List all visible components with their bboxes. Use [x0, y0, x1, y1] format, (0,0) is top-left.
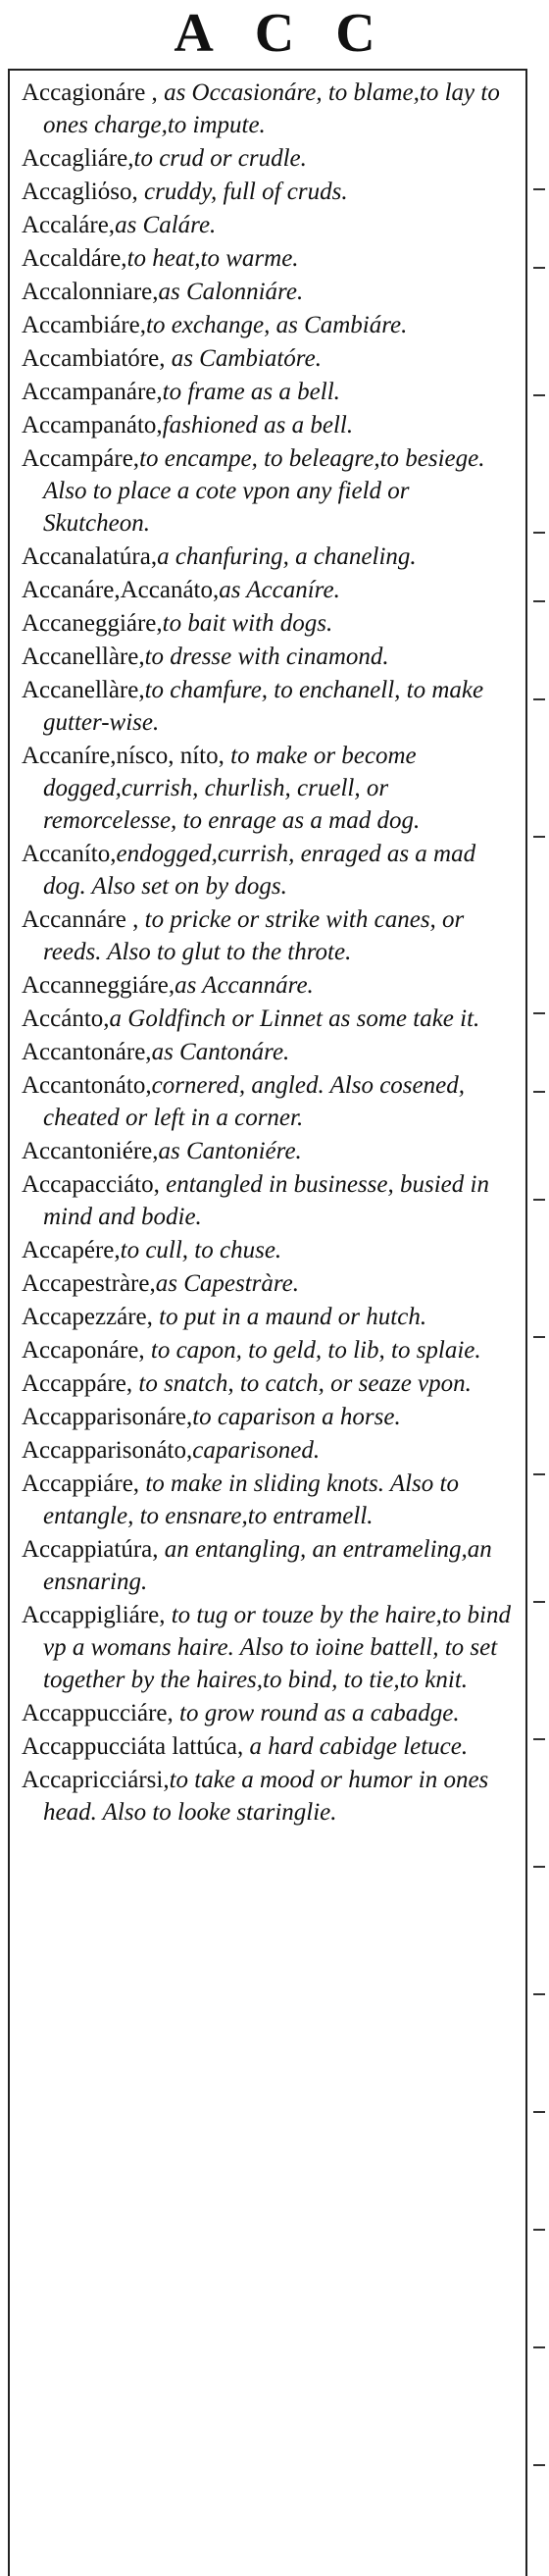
- entry-definition: fashioned as a bell.: [162, 412, 354, 438]
- dictionary-entry: [22, 209, 520, 241]
- adjacent-column-fragment: [529, 71, 549, 2576]
- column-fragment-mark: [533, 1012, 545, 1014]
- entry-headword: Accannáre ,: [22, 906, 139, 933]
- entry-headword: Accampanáto,: [22, 412, 163, 438]
- entry-definition: to caparison a horse.: [192, 1404, 401, 1430]
- left-column-rule: [8, 69, 10, 2576]
- dictionary-entry: [22, 1367, 520, 1400]
- entry-headword: Accappiatúra,: [22, 1536, 159, 1563]
- dictionary-entry: [22, 1434, 520, 1467]
- dictionary-entry: [22, 1168, 520, 1233]
- entry-headword: Accambiáre,: [22, 312, 147, 338]
- top-rule: [8, 69, 527, 71]
- entry-definition: to make in sliding knots. Also to entangle, to ensnare,to entramell.: [43, 1470, 459, 1529]
- entry-definition: to bait with dogs.: [162, 610, 333, 637]
- entry-headword: Accampáre,: [22, 445, 140, 472]
- entry-headword: Accanalatúra,: [22, 543, 158, 570]
- dictionary-entry: [22, 242, 520, 275]
- entry-definition: to encampe, to beleagre,to besiege. Also to place a cote vpon any field or Skutcheon.: [43, 445, 485, 537]
- dictionary-entry: [22, 574, 520, 606]
- dictionary-entry: [22, 641, 520, 673]
- column-fragment-mark: [533, 394, 545, 396]
- entry-definition: as Caláre.: [115, 212, 217, 238]
- entry-headword: Accapacciáto,: [22, 1171, 160, 1198]
- dictionary-entry: [22, 903, 520, 968]
- entry-definition: to exchange, as Cambiáre.: [146, 312, 408, 338]
- entry-definition: as Capestràre.: [155, 1270, 300, 1297]
- page-header: [0, 2, 549, 65]
- entry-headword: Accanellàre,: [22, 644, 145, 670]
- dictionary-entry: [22, 969, 520, 1002]
- dictionary-entry: [22, 142, 520, 175]
- column-fragment-mark: [533, 1091, 545, 1093]
- entry-definition: as Accaníre.: [219, 577, 340, 603]
- entry-headword: Accaldáre,: [22, 245, 127, 272]
- entry-headword: Accagliáre,: [22, 145, 134, 172]
- entry-definition: to cull, to chuse.: [120, 1237, 282, 1263]
- entry-definition: to make or become dogged,currish, churlish, cruell, or remorcelesse, to enrage as a mad dog.: [43, 743, 421, 834]
- dictionary-entry: [22, 1401, 520, 1433]
- entry-headword: Accantonáre,: [22, 1039, 152, 1065]
- column-fragment-mark: [533, 267, 545, 269]
- entry-headword: Accapére,: [22, 1237, 121, 1263]
- entry-headword: Accapparisonáre,: [22, 1404, 193, 1430]
- column-fragment-mark: [533, 1993, 545, 1995]
- entry-definition: as Cantonáre.: [151, 1039, 290, 1065]
- dictionary-entry: [22, 674, 520, 739]
- dictionary-entry: [22, 1036, 520, 1068]
- entry-headword: Accapezzáre,: [22, 1304, 153, 1330]
- entry-headword: Accanáre,Accanáto,: [22, 577, 220, 603]
- entry-headword: Accappigliáre,: [22, 1602, 166, 1628]
- entry-definition: to frame as a bell.: [162, 379, 340, 405]
- entry-definition: to dresse with cinamond.: [144, 644, 389, 670]
- entry-definition: to chamfure, to enchanell, to make gutter-wise.: [43, 677, 484, 736]
- entry-definition: to snatch, to catch, or seaze vpon.: [132, 1370, 472, 1397]
- entry-headword: Accaníre,nísco, níto,: [22, 743, 225, 769]
- column-fragment-mark: [533, 836, 545, 838]
- dictionary-entry: [22, 1069, 520, 1134]
- entry-headword: Accampanáre,: [22, 379, 163, 405]
- entry-definition: caparisoned.: [192, 1437, 321, 1464]
- dictionary-entry: [22, 1334, 520, 1366]
- entry-definition: as Calonniáre.: [158, 279, 304, 305]
- entry-definition: to capon, to geld, to lib, to splaie.: [144, 1337, 481, 1364]
- entry-headword: Accambiatóre,: [22, 345, 166, 372]
- entry-headword: Accappáre,: [22, 1370, 133, 1397]
- entry-headword: Accalonniare,: [22, 279, 159, 305]
- column-fragment-mark: [533, 1473, 545, 1475]
- entry-definition: to heat,to warme.: [126, 245, 299, 272]
- dictionary-entry: [22, 409, 520, 441]
- dictionary-entry: [22, 1697, 520, 1729]
- entry-definition: to grow round as a cabadge.: [173, 1700, 460, 1726]
- entry-headword: Accapricciársi,: [22, 1767, 170, 1793]
- dictionary-entry: [22, 1730, 520, 1763]
- entry-headword: Accánto,: [22, 1005, 110, 1032]
- column-fragment-mark: [533, 2229, 545, 2231]
- entry-headword: Accagliόso,: [22, 179, 138, 205]
- entry-definition: as Cambiatóre.: [165, 345, 322, 372]
- entry-headword: Accaláre,: [22, 212, 116, 238]
- dictionary-entry: [22, 607, 520, 640]
- entry-definition: as Accannáre.: [175, 972, 314, 999]
- entry-headword: Accantonáto,: [22, 1072, 152, 1099]
- dictionary-entry: [22, 1301, 520, 1333]
- dictionary-entry: [22, 541, 520, 573]
- dictionary-entry: [22, 1003, 520, 1035]
- column-fragment-mark: [533, 1601, 545, 1603]
- entry-definition: as Occasionáre, to blame,to lay to ones charge,to impute.: [43, 79, 500, 138]
- entry-headword: Accanellàre,: [22, 677, 145, 703]
- entry-definition: a hard cabidge letuce.: [243, 1733, 469, 1760]
- entry-definition: to pricke or strike with canes, or reeds. Also to glut to the throte.: [43, 906, 465, 965]
- column-fragment-mark: [533, 1866, 545, 1868]
- entry-definition: a Goldfinch or Linnet as some take it.: [109, 1005, 480, 1032]
- column-fragment-mark: [533, 188, 545, 190]
- entry-headword: Accappiáre,: [22, 1470, 140, 1497]
- entry-definition: cornered, angled. Also cosened, cheated or left in a corner.: [43, 1072, 465, 1131]
- dictionary-entry: [22, 838, 520, 902]
- dictionary-entry: [22, 740, 520, 837]
- entry-headword: Accappucciáta lattúca,: [22, 1733, 244, 1760]
- dictionary-entry: [22, 1468, 520, 1532]
- entry-definition: to tug or touze by the haire,to bind vp a womans haire. Also to ioine battell, to set together by the haires,to bind, to tie,to knit.: [43, 1602, 511, 1693]
- column-fragment-mark: [533, 1738, 545, 1740]
- dictionary-entry: [22, 376, 520, 408]
- dictionary-entry: [22, 1135, 520, 1167]
- entry-headword: Accapparisonáto,: [22, 1437, 193, 1464]
- column-fragment-mark: [533, 1336, 545, 1338]
- dictionary-entry: [22, 1267, 520, 1300]
- entry-definition: entangled in businesse, busied in mind and bodie.: [43, 1171, 489, 1230]
- entry-definition: a chanfuring, a chaneling.: [157, 543, 417, 570]
- dictionary-entry: [22, 1764, 520, 1829]
- entry-headword: Accappucciáre,: [22, 1700, 174, 1726]
- entry-definition: to take a mood or humor in ones head. Also to looke staringlie.: [43, 1767, 489, 1826]
- entry-definition: endogged,currish, enraged as a mad dog. Also set on by dogs.: [43, 841, 476, 900]
- column-fragment-mark: [533, 2346, 545, 2348]
- entry-headword: Accapestràre,: [22, 1270, 156, 1297]
- dictionary-entry: [22, 442, 520, 540]
- entry-definition: to put in a maund or hutch.: [152, 1304, 427, 1330]
- column-fragment-mark: [533, 600, 545, 602]
- entry-headword: Accantoniére,: [22, 1138, 159, 1164]
- right-column-rule: [525, 69, 527, 2576]
- entry-headword: Accanneggiáre,: [22, 972, 175, 999]
- dictionary-entry: [22, 1234, 520, 1266]
- column-fragment-mark: [533, 532, 545, 534]
- dictionary-entry: [22, 1599, 520, 1696]
- running-head: ACC: [174, 3, 417, 64]
- column-fragment-mark: [533, 2111, 545, 2113]
- dictionary-entry: [22, 309, 520, 341]
- entry-headword: Accagionáre ,: [22, 79, 158, 106]
- column-fragment-mark: [533, 698, 545, 700]
- entry-definition: cruddy, full of cruds.: [137, 179, 348, 205]
- column-fragment-mark: [533, 2464, 545, 2466]
- dictionary-entries: [22, 77, 520, 1829]
- entry-headword: Accaponáre,: [22, 1337, 145, 1364]
- dictionary-entry: [22, 1533, 520, 1598]
- entry-headword: Accaníto,: [22, 841, 117, 867]
- dictionary-entry: [22, 176, 520, 208]
- entry-definition: as Cantoniére.: [158, 1138, 302, 1164]
- dictionary-entry: [22, 77, 520, 141]
- dictionary-entry: [22, 276, 520, 308]
- column-fragment-mark: [533, 1199, 545, 1201]
- entry-definition: an entangling, an entrameling,an ensnaring.: [43, 1536, 492, 1595]
- dictionary-entry: [22, 342, 520, 375]
- entry-headword: Accaneggiáre,: [22, 610, 163, 637]
- entry-definition: to crud or crudle.: [133, 145, 307, 172]
